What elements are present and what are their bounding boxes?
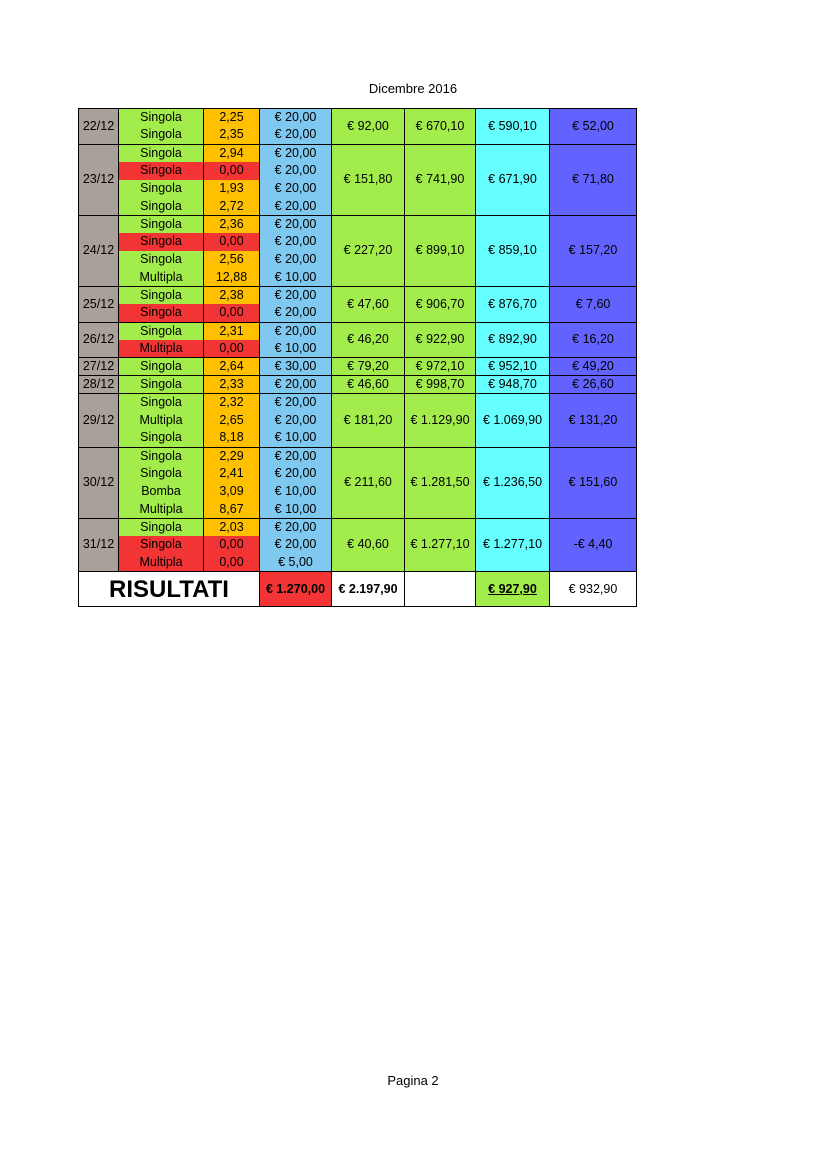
net-cell: € 590,10	[476, 109, 550, 145]
odds-cell: 2,33	[204, 376, 260, 394]
odds-cell: 0,00	[204, 554, 260, 572]
date-cell: 24/12	[79, 215, 119, 286]
bet-type-cell: Bomba	[119, 483, 204, 501]
date-cell: 25/12	[79, 286, 119, 322]
bet-type-cell: Singola	[119, 286, 204, 304]
table-row	[79, 322, 637, 340]
page-title: Dicembre 2016	[368, 81, 458, 96]
date-cell: 31/12	[79, 518, 119, 571]
odds-cell: 2,29	[204, 447, 260, 465]
profit-cell: € 52,00	[550, 109, 637, 145]
bet-type-cell: Singola	[119, 322, 204, 340]
net-cell: € 1.069,90	[476, 394, 550, 447]
stake-cell: € 10,00	[260, 269, 332, 287]
profit-cell: € 7,60	[550, 286, 637, 322]
cumulative-cell: € 670,10	[405, 109, 476, 145]
cumulative-cell: € 998,70	[405, 376, 476, 394]
gain-cell: € 79,20	[332, 358, 405, 376]
odds-cell: 2,41	[204, 465, 260, 483]
cumulative-cell: € 972,10	[405, 358, 476, 376]
gain-cell: € 47,60	[332, 286, 405, 322]
bet-type-cell: Singola	[119, 518, 204, 536]
net-cell: € 876,70	[476, 286, 550, 322]
stake-cell: € 20,00	[260, 536, 332, 554]
stake-cell: € 20,00	[260, 447, 332, 465]
cumulative-cell: € 1.277,10	[405, 518, 476, 571]
gain-cell: € 46,60	[332, 376, 405, 394]
odds-cell: 2,38	[204, 286, 260, 304]
date-cell: 30/12	[79, 447, 119, 518]
bet-type-cell: Singola	[119, 109, 204, 127]
odds-cell: 2,32	[204, 394, 260, 412]
bet-type-cell: Singola	[119, 215, 204, 233]
net-cell: € 892,90	[476, 322, 550, 358]
bet-type-cell: Singola	[119, 465, 204, 483]
bet-type-cell: Singola	[119, 376, 204, 394]
odds-cell: 2,36	[204, 215, 260, 233]
bet-type-cell: Multipla	[119, 554, 204, 572]
bet-type-cell: Singola	[119, 429, 204, 447]
odds-cell: 2,65	[204, 411, 260, 429]
stake-cell: € 20,00	[260, 322, 332, 340]
profit-cell: -€ 4,40	[550, 518, 637, 571]
stake-cell: € 20,00	[260, 197, 332, 215]
odds-cell: 8,18	[204, 429, 260, 447]
profit-cell: € 131,20	[550, 394, 637, 447]
table-body	[79, 109, 637, 572]
profit-cell: € 16,20	[550, 322, 637, 358]
date-cell: 29/12	[79, 394, 119, 447]
odds-cell: 3,09	[204, 483, 260, 501]
stake-cell: € 20,00	[260, 376, 332, 394]
stake-cell: € 10,00	[260, 429, 332, 447]
date-cell: 26/12	[79, 322, 119, 358]
bet-type-cell: Singola	[119, 162, 204, 180]
stake-cell: € 5,00	[260, 554, 332, 572]
bet-type-cell: Singola	[119, 304, 204, 322]
profit-cell: € 157,20	[550, 215, 637, 286]
table-row	[79, 358, 637, 376]
net-cell: € 1.277,10	[476, 518, 550, 571]
date-cell: 28/12	[79, 376, 119, 394]
odds-cell: 2,03	[204, 518, 260, 536]
summary-total-gain: € 2.197,90	[332, 572, 405, 607]
odds-cell: 8,67	[204, 500, 260, 518]
odds-cell: 0,00	[204, 536, 260, 554]
bet-type-cell: Singola	[119, 394, 204, 412]
bet-type-cell: Singola	[119, 144, 204, 162]
bet-type-cell: Singola	[119, 251, 204, 269]
odds-cell: 0,00	[204, 340, 260, 358]
stake-cell: € 20,00	[260, 251, 332, 269]
bet-type-cell: Multipla	[119, 411, 204, 429]
gain-cell: € 211,60	[332, 447, 405, 518]
bet-type-cell: Singola	[119, 180, 204, 198]
gain-cell: € 151,80	[332, 144, 405, 215]
date-cell: 22/12	[79, 109, 119, 145]
gain-cell: € 40,60	[332, 518, 405, 571]
cumulative-cell: € 906,70	[405, 286, 476, 322]
bet-type-cell: Singola	[119, 197, 204, 215]
bet-type-cell: Singola	[119, 536, 204, 554]
stake-cell: € 20,00	[260, 394, 332, 412]
net-cell: € 948,70	[476, 376, 550, 394]
bet-type-cell: Singola	[119, 233, 204, 251]
bet-type-cell: Singola	[119, 447, 204, 465]
odds-cell: 0,00	[204, 162, 260, 180]
profit-cell: € 49,20	[550, 358, 637, 376]
odds-cell: 1,93	[204, 180, 260, 198]
bet-type-cell: Multipla	[119, 269, 204, 287]
profit-cell: € 71,80	[550, 144, 637, 215]
net-cell: € 859,10	[476, 215, 550, 286]
date-cell: 23/12	[79, 144, 119, 215]
summary-profit: € 932,90	[550, 572, 637, 607]
stake-cell: € 20,00	[260, 304, 332, 322]
gain-cell: € 227,20	[332, 215, 405, 286]
bet-type-cell: Multipla	[119, 340, 204, 358]
odds-cell: 2,31	[204, 322, 260, 340]
summary-cumulative	[405, 572, 476, 607]
stake-cell: € 10,00	[260, 500, 332, 518]
odds-cell: 2,35	[204, 126, 260, 144]
bet-type-cell: Singola	[119, 126, 204, 144]
bet-type-cell: Singola	[119, 358, 204, 376]
stake-cell: € 20,00	[260, 465, 332, 483]
table-row	[79, 447, 637, 465]
net-cell: € 671,90	[476, 144, 550, 215]
stake-cell: € 20,00	[260, 411, 332, 429]
stake-cell: € 10,00	[260, 340, 332, 358]
cumulative-cell: € 1.281,50	[405, 447, 476, 518]
stake-cell: € 10,00	[260, 483, 332, 501]
betting-table	[78, 108, 637, 607]
odds-cell: 2,25	[204, 109, 260, 127]
table-row	[79, 376, 637, 394]
cumulative-cell: € 741,90	[405, 144, 476, 215]
odds-cell: 2,56	[204, 251, 260, 269]
net-cell: € 952,10	[476, 358, 550, 376]
stake-cell: € 20,00	[260, 109, 332, 127]
stake-cell: € 20,00	[260, 180, 332, 198]
stake-cell: € 20,00	[260, 144, 332, 162]
summary-total-stake: € 1.270,00	[260, 572, 332, 607]
stake-cell: € 20,00	[260, 215, 332, 233]
profit-cell: € 26,60	[550, 376, 637, 394]
odds-cell: 2,94	[204, 144, 260, 162]
stake-cell: € 30,00	[260, 358, 332, 376]
gain-cell: € 92,00	[332, 109, 405, 145]
stake-cell: € 20,00	[260, 286, 332, 304]
table-row	[79, 394, 637, 412]
table-row	[79, 144, 637, 162]
stake-cell: € 20,00	[260, 162, 332, 180]
odds-cell: 0,00	[204, 304, 260, 322]
profit-cell: € 151,60	[550, 447, 637, 518]
table-row	[79, 215, 637, 233]
gain-cell: € 181,20	[332, 394, 405, 447]
page-number: Pagina 2	[387, 1073, 439, 1088]
odds-cell: 2,64	[204, 358, 260, 376]
date-cell: 27/12	[79, 358, 119, 376]
stake-cell: € 20,00	[260, 233, 332, 251]
stake-cell: € 20,00	[260, 518, 332, 536]
cumulative-cell: € 1.129,90	[405, 394, 476, 447]
odds-cell: 12,88	[204, 269, 260, 287]
cumulative-cell: € 899,10	[405, 215, 476, 286]
summary-net: € 927,90	[476, 572, 550, 607]
gain-cell: € 46,20	[332, 322, 405, 358]
stake-cell: € 20,00	[260, 126, 332, 144]
odds-cell: 0,00	[204, 233, 260, 251]
odds-cell: 2,72	[204, 197, 260, 215]
table-row	[79, 518, 637, 536]
net-cell: € 1.236,50	[476, 447, 550, 518]
cumulative-cell: € 922,90	[405, 322, 476, 358]
summary-row	[79, 572, 637, 607]
bet-type-cell: Multipla	[119, 500, 204, 518]
summary-label: RISULTATI	[79, 572, 260, 607]
table-row	[79, 286, 637, 304]
table-row	[79, 109, 637, 127]
